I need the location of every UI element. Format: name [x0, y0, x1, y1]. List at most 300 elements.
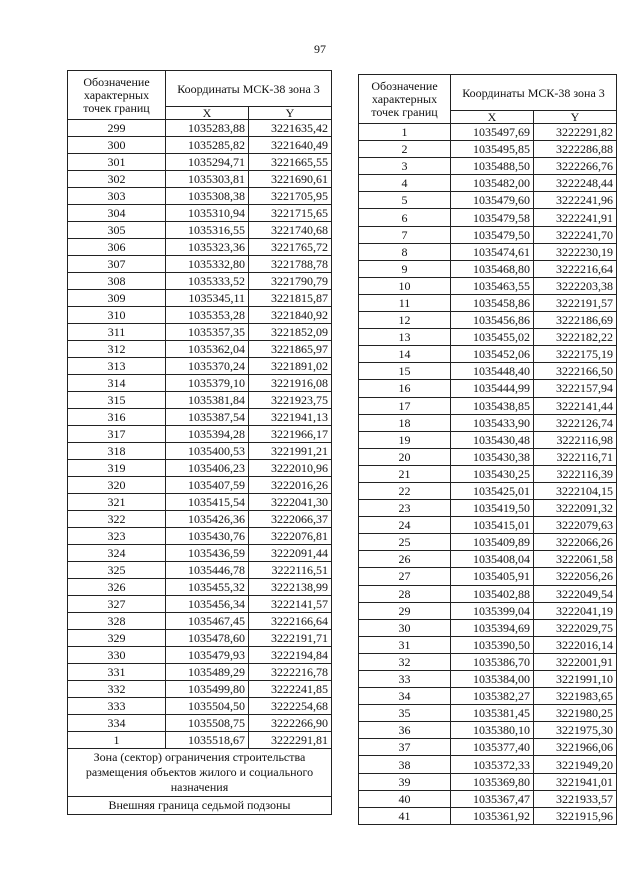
- y-value-cell: 3222266,90: [249, 715, 332, 732]
- point-number-cell: 35: [359, 705, 451, 722]
- table-row: [359, 226, 617, 243]
- point-number-cell: 1: [359, 124, 451, 141]
- table-row: [68, 154, 332, 171]
- table-row: [359, 209, 617, 226]
- x-value-cell: 1035387,54: [166, 409, 249, 426]
- y-value-cell: 3222166,64: [249, 613, 332, 630]
- point-number-cell: 308: [68, 273, 166, 290]
- y-value-cell: 3222182,22: [534, 329, 617, 346]
- point-number-cell: 310: [68, 307, 166, 324]
- x-value-cell: 1035518,67: [166, 732, 249, 749]
- table-row: [359, 260, 617, 277]
- y-value-cell: 3222049,54: [534, 585, 617, 602]
- left-table-body: [68, 120, 332, 749]
- table-row: [68, 596, 332, 613]
- y-value-cell: 3222241,70: [534, 226, 617, 243]
- y-value-cell: 3222248,44: [534, 175, 617, 192]
- table-row: [359, 585, 617, 602]
- x-value-cell: 1035283,88: [166, 120, 249, 137]
- table-row: [68, 698, 332, 715]
- x-value-cell: 1035303,81: [166, 171, 249, 188]
- x-value-cell: 1035394,28: [166, 426, 249, 443]
- y-value-cell: 3222056,26: [534, 568, 617, 585]
- y-value-cell: 3221966,06: [534, 739, 617, 756]
- x-value-cell: 1035405,91: [451, 568, 534, 585]
- table-row: [359, 124, 617, 141]
- y-value-cell: 3222138,99: [249, 579, 332, 596]
- x-value-cell: 1035382,27: [451, 688, 534, 705]
- x-value-cell: 1035333,52: [166, 273, 249, 290]
- y-value-cell: 3221983,65: [534, 688, 617, 705]
- x-value-cell: 1035409,89: [451, 534, 534, 551]
- y-value-cell: 3222216,64: [534, 260, 617, 277]
- x-value-cell: 1035316,55: [166, 222, 249, 239]
- point-number-cell: 332: [68, 681, 166, 698]
- point-number-cell: 314: [68, 375, 166, 392]
- y-value-cell: 3221740,68: [249, 222, 332, 239]
- x-value-cell: 1035415,01: [451, 517, 534, 534]
- table-row: [68, 715, 332, 732]
- table-row: [68, 375, 332, 392]
- table-row: [68, 307, 332, 324]
- y-value-cell: 3222010,96: [249, 460, 332, 477]
- point-number-cell: 6: [359, 209, 451, 226]
- point-number-cell: 321: [68, 494, 166, 511]
- point-number-cell: 331: [68, 664, 166, 681]
- table-row: [359, 414, 617, 431]
- point-number-cell: 323: [68, 528, 166, 545]
- table-row: [68, 647, 332, 664]
- y-value-cell: 3221933,57: [534, 790, 617, 807]
- y-value-cell: 3221991,10: [534, 671, 617, 688]
- point-number-cell: 15: [359, 363, 451, 380]
- y-value-cell: 3222141,44: [534, 397, 617, 414]
- y-value-cell: 3222091,44: [249, 545, 332, 562]
- y-value-cell: 3221916,08: [249, 375, 332, 392]
- point-number-cell: 17: [359, 397, 451, 414]
- point-number-cell: 322: [68, 511, 166, 528]
- y-value-cell: 3221966,17: [249, 426, 332, 443]
- y-value-cell: 3222104,15: [534, 482, 617, 499]
- x-value-cell: 1035332,80: [166, 256, 249, 273]
- point-number-cell: 324: [68, 545, 166, 562]
- y-value-cell: 3222076,81: [249, 528, 332, 545]
- coordinates-header: Координаты МСК-38 зона 3: [451, 75, 617, 111]
- point-number-cell: 31: [359, 636, 451, 653]
- right-table-body: [359, 124, 617, 825]
- y-value-cell: 3221640,49: [249, 137, 332, 154]
- y-value-cell: 3221790,79: [249, 273, 332, 290]
- x-value-cell: 1035370,24: [166, 358, 249, 375]
- y-value-cell: 3221991,21: [249, 443, 332, 460]
- x-value-cell: 1035381,84: [166, 392, 249, 409]
- y-value-cell: 3222241,96: [534, 192, 617, 209]
- x-value-cell: 1035478,60: [166, 630, 249, 647]
- table-row: [68, 732, 332, 749]
- point-number-cell: 318: [68, 443, 166, 460]
- x-value-cell: 1035386,70: [451, 653, 534, 670]
- y-value-cell: 3222079,63: [534, 517, 617, 534]
- x-value-cell: 1035310,94: [166, 205, 249, 222]
- x-value-cell: 1035381,45: [451, 705, 534, 722]
- x-value-cell: 1035474,61: [451, 243, 534, 260]
- table-row: [68, 613, 332, 630]
- point-number-cell: 312: [68, 341, 166, 358]
- point-number-cell: 18: [359, 414, 451, 431]
- x-value-cell: 1035394,69: [451, 619, 534, 636]
- x-value-cell: 1035430,48: [451, 431, 534, 448]
- table-row: [68, 392, 332, 409]
- y-value-cell: 3222091,32: [534, 500, 617, 517]
- x-value-cell: 1035402,88: [451, 585, 534, 602]
- x-value-cell: 1035499,80: [166, 681, 249, 698]
- x-value-cell: 1035369,80: [451, 773, 534, 790]
- table-row: [359, 688, 617, 705]
- point-number-cell: 329: [68, 630, 166, 647]
- point-number-cell: 25: [359, 534, 451, 551]
- x-value-cell: 1035353,28: [166, 307, 249, 324]
- x-value-cell: 1035323,36: [166, 239, 249, 256]
- table-row: [359, 653, 617, 670]
- x-value-cell: 1035456,34: [166, 596, 249, 613]
- point-number-cell: 319: [68, 460, 166, 477]
- x-value-cell: 1035390,50: [451, 636, 534, 653]
- y-value-cell: 3222194,84: [249, 647, 332, 664]
- x-value-cell: 1035415,54: [166, 494, 249, 511]
- x-column-header: X: [166, 107, 249, 120]
- table-row: [68, 460, 332, 477]
- point-number-cell: 301: [68, 154, 166, 171]
- y-value-cell: 3222291,82: [534, 124, 617, 141]
- y-value-cell: 3221665,55: [249, 154, 332, 171]
- point-number-cell: 305: [68, 222, 166, 239]
- y-value-cell: 3222041,30: [249, 494, 332, 511]
- point-number-cell: 12: [359, 312, 451, 329]
- point-number-cell: 304: [68, 205, 166, 222]
- x-value-cell: 1035377,40: [451, 739, 534, 756]
- y-value-cell: 3222291,81: [249, 732, 332, 749]
- x-value-cell: 1035479,93: [166, 647, 249, 664]
- x-value-cell: 1035463,55: [451, 277, 534, 294]
- x-value-cell: 1035455,32: [166, 579, 249, 596]
- x-value-cell: 1035504,50: [166, 698, 249, 715]
- x-value-cell: 1035372,33: [451, 756, 534, 773]
- table-row: [68, 664, 332, 681]
- y-value-cell: 3222066,37: [249, 511, 332, 528]
- x-value-cell: 1035468,80: [451, 260, 534, 277]
- table-row: [359, 397, 617, 414]
- point-number-cell: 29: [359, 602, 451, 619]
- table-row: [359, 671, 617, 688]
- y-value-cell: 3221941,01: [534, 773, 617, 790]
- table-row: [359, 517, 617, 534]
- point-number-cell: 19: [359, 431, 451, 448]
- coordinates-header: Координаты МСК-38 зона 3: [166, 71, 332, 107]
- x-value-cell: 1035479,60: [451, 192, 534, 209]
- table-row: [68, 562, 332, 579]
- x-value-cell: 1035467,45: [166, 613, 249, 630]
- y-value-cell: 3222230,19: [534, 243, 617, 260]
- x-value-cell: 1035433,90: [451, 414, 534, 431]
- y-value-cell: 3221765,72: [249, 239, 332, 256]
- point-number-cell: 328: [68, 613, 166, 630]
- x-value-cell: 1035380,10: [451, 722, 534, 739]
- point-number-cell: 21: [359, 465, 451, 482]
- table-row: [359, 141, 617, 158]
- point-number-cell: 36: [359, 722, 451, 739]
- y-value-cell: 3222254,68: [249, 698, 332, 715]
- point-number-cell: 34: [359, 688, 451, 705]
- point-number-cell: 307: [68, 256, 166, 273]
- table-row: [359, 807, 617, 824]
- table-row: [68, 341, 332, 358]
- coordinates-table-right: [358, 74, 617, 825]
- y-value-cell: 3221690,61: [249, 171, 332, 188]
- x-value-cell: 1035425,01: [451, 482, 534, 499]
- table-row: [68, 358, 332, 375]
- table-row: [68, 290, 332, 307]
- point-label-header: Обозначение характерных точек границ: [68, 71, 166, 120]
- x-value-cell: 1035436,59: [166, 545, 249, 562]
- x-value-cell: 1035455,02: [451, 329, 534, 346]
- table-row: [68, 324, 332, 341]
- point-number-cell: 20: [359, 448, 451, 465]
- point-number-cell: 37: [359, 739, 451, 756]
- point-number-cell: 30: [359, 619, 451, 636]
- point-number-cell: 5: [359, 192, 451, 209]
- point-number-cell: 28: [359, 585, 451, 602]
- point-number-cell: 302: [68, 171, 166, 188]
- table-row: [359, 705, 617, 722]
- point-number-cell: 309: [68, 290, 166, 307]
- table-row: [359, 773, 617, 790]
- x-value-cell: 1035407,59: [166, 477, 249, 494]
- x-value-cell: 1035458,86: [451, 294, 534, 311]
- table-row: [359, 636, 617, 653]
- x-value-cell: 1035479,58: [451, 209, 534, 226]
- point-number-cell: 14: [359, 346, 451, 363]
- x-value-cell: 1035426,36: [166, 511, 249, 528]
- x-value-cell: 1035399,04: [451, 602, 534, 619]
- point-number-cell: 315: [68, 392, 166, 409]
- x-value-cell: 1035448,40: [451, 363, 534, 380]
- point-number-cell: 7: [359, 226, 451, 243]
- table-row: [359, 756, 617, 773]
- table-row: [68, 528, 332, 545]
- table-row: [68, 171, 332, 188]
- coordinates-table-left: [67, 70, 332, 815]
- table-row: [359, 312, 617, 329]
- y-value-cell: 3222041,19: [534, 602, 617, 619]
- y-column-header: Y: [249, 107, 332, 120]
- x-value-cell: 1035482,00: [451, 175, 534, 192]
- x-value-cell: 1035379,10: [166, 375, 249, 392]
- y-value-cell: 3222241,85: [249, 681, 332, 698]
- table-row: [359, 243, 617, 260]
- y-value-cell: 3222116,98: [534, 431, 617, 448]
- y-value-cell: 3222203,38: [534, 277, 617, 294]
- point-number-cell: 23: [359, 500, 451, 517]
- y-value-cell: 3222061,58: [534, 551, 617, 568]
- table-row: [359, 790, 617, 807]
- y-value-cell: 3222016,26: [249, 477, 332, 494]
- table-row: [359, 602, 617, 619]
- y-value-cell: 3222241,91: [534, 209, 617, 226]
- y-value-cell: 3222286,88: [534, 141, 617, 158]
- table-row: [68, 443, 332, 460]
- y-value-cell: 3222001,91: [534, 653, 617, 670]
- y-column-header: Y: [534, 111, 617, 124]
- x-value-cell: 1035452,06: [451, 346, 534, 363]
- table-row: [359, 482, 617, 499]
- point-number-cell: 11: [359, 294, 451, 311]
- table-row: [359, 346, 617, 363]
- point-number-cell: 334: [68, 715, 166, 732]
- point-number-cell: 326: [68, 579, 166, 596]
- table-row: [68, 256, 332, 273]
- point-number-cell: 1: [68, 732, 166, 749]
- point-number-cell: 330: [68, 647, 166, 664]
- point-number-cell: 41: [359, 807, 451, 824]
- x-value-cell: 1035406,23: [166, 460, 249, 477]
- table-row: [359, 431, 617, 448]
- table-row: [359, 500, 617, 517]
- point-number-cell: 300: [68, 137, 166, 154]
- page-number: 97: [314, 42, 326, 56]
- table-row: [359, 739, 617, 756]
- x-value-cell: 1035438,85: [451, 397, 534, 414]
- y-value-cell: 3222216,78: [249, 664, 332, 681]
- table-row: [68, 409, 332, 426]
- y-value-cell: 3221941,13: [249, 409, 332, 426]
- point-number-cell: 10: [359, 277, 451, 294]
- y-value-cell: 3222029,75: [534, 619, 617, 636]
- x-value-cell: 1035361,92: [451, 807, 534, 824]
- x-value-cell: 1035294,71: [166, 154, 249, 171]
- y-value-cell: 3222266,76: [534, 158, 617, 175]
- point-number-cell: 38: [359, 756, 451, 773]
- x-value-cell: 1035508,75: [166, 715, 249, 732]
- y-value-cell: 3221923,75: [249, 392, 332, 409]
- table-row: [68, 477, 332, 494]
- y-value-cell: 3222116,71: [534, 448, 617, 465]
- y-value-cell: 3222186,69: [534, 312, 617, 329]
- table-row: [68, 205, 332, 222]
- y-value-cell: 3221980,25: [534, 705, 617, 722]
- table-row: [68, 681, 332, 698]
- table-row: [68, 545, 332, 562]
- point-number-cell: 316: [68, 409, 166, 426]
- y-value-cell: 3222116,51: [249, 562, 332, 579]
- x-value-cell: 1035357,35: [166, 324, 249, 341]
- y-value-cell: 3221852,09: [249, 324, 332, 341]
- y-value-cell: 3221705,95: [249, 188, 332, 205]
- x-value-cell: 1035497,69: [451, 124, 534, 141]
- table-row: [68, 579, 332, 596]
- y-value-cell: 3222191,57: [534, 294, 617, 311]
- table-row: [359, 175, 617, 192]
- point-number-cell: 24: [359, 517, 451, 534]
- table-row: [68, 120, 332, 137]
- x-value-cell: 1035495,85: [451, 141, 534, 158]
- point-number-cell: 9: [359, 260, 451, 277]
- y-value-cell: 3221635,42: [249, 120, 332, 137]
- x-value-cell: 1035479,50: [451, 226, 534, 243]
- x-value-cell: 1035419,50: [451, 500, 534, 517]
- table-row: [68, 239, 332, 256]
- point-number-cell: 26: [359, 551, 451, 568]
- y-value-cell: 3221815,87: [249, 290, 332, 307]
- table-row: [359, 277, 617, 294]
- table-row: [359, 619, 617, 636]
- y-value-cell: 3222016,14: [534, 636, 617, 653]
- point-number-cell: 325: [68, 562, 166, 579]
- table-row: [68, 511, 332, 528]
- y-value-cell: 3221715,65: [249, 205, 332, 222]
- x-value-cell: 1035308,38: [166, 188, 249, 205]
- point-number-cell: 33: [359, 671, 451, 688]
- y-value-cell: 3221949,20: [534, 756, 617, 773]
- x-value-cell: 1035489,29: [166, 664, 249, 681]
- boundary-note: Внешняя граница седьмой подзоны: [68, 797, 332, 815]
- point-number-cell: 13: [359, 329, 451, 346]
- y-value-cell: 3222066,26: [534, 534, 617, 551]
- table-row: [68, 137, 332, 154]
- x-value-cell: 1035408,04: [451, 551, 534, 568]
- table-row: [359, 722, 617, 739]
- point-number-cell: 333: [68, 698, 166, 715]
- x-column-header: X: [451, 111, 534, 124]
- x-value-cell: 1035285,82: [166, 137, 249, 154]
- zone-note: Зона (сектор) ограничения строительства размещения объектов жилого и социального назначения: [68, 749, 332, 797]
- x-value-cell: 1035345,11: [166, 290, 249, 307]
- table-row: [359, 294, 617, 311]
- y-value-cell: 3222116,39: [534, 465, 617, 482]
- point-number-cell: 4: [359, 175, 451, 192]
- point-number-cell: 317: [68, 426, 166, 443]
- point-number-cell: 327: [68, 596, 166, 613]
- table-row: [68, 222, 332, 239]
- point-number-cell: 27: [359, 568, 451, 585]
- x-value-cell: 1035446,78: [166, 562, 249, 579]
- y-value-cell: 3222157,94: [534, 380, 617, 397]
- point-number-cell: 299: [68, 120, 166, 137]
- table-row: [359, 363, 617, 380]
- y-value-cell: 3222166,50: [534, 363, 617, 380]
- table-row: [359, 551, 617, 568]
- x-value-cell: 1035430,25: [451, 465, 534, 482]
- point-number-cell: 320: [68, 477, 166, 494]
- table-row: [359, 329, 617, 346]
- x-value-cell: 1035400,53: [166, 443, 249, 460]
- table-row: [68, 273, 332, 290]
- table-row: [68, 494, 332, 511]
- y-value-cell: 3221788,78: [249, 256, 332, 273]
- point-number-cell: 303: [68, 188, 166, 205]
- point-number-cell: 311: [68, 324, 166, 341]
- y-value-cell: 3221865,97: [249, 341, 332, 358]
- table-row: [359, 568, 617, 585]
- table-row: [68, 630, 332, 647]
- point-number-cell: 2: [359, 141, 451, 158]
- x-value-cell: 1035367,47: [451, 790, 534, 807]
- y-value-cell: 3221840,92: [249, 307, 332, 324]
- x-value-cell: 1035430,38: [451, 448, 534, 465]
- point-number-cell: 313: [68, 358, 166, 375]
- x-value-cell: 1035456,86: [451, 312, 534, 329]
- x-value-cell: 1035362,04: [166, 341, 249, 358]
- point-number-cell: 3: [359, 158, 451, 175]
